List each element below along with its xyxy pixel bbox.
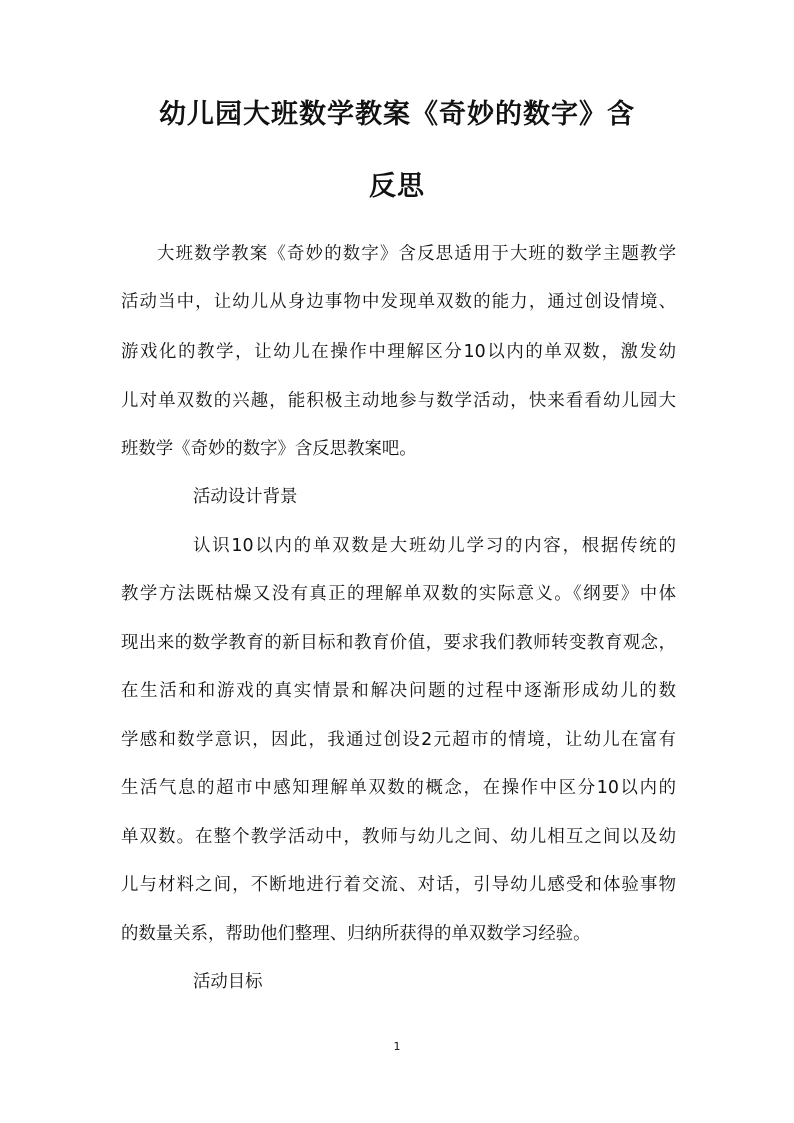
page-number: 1 [393,1040,401,1053]
background-line: 在生活和和游戏的真实情景和解决问题的过程中逐渐形成幼儿的数 [121,681,676,701]
intro-line: 游戏化的教学，让幼儿在操作中理解区分10以内的单双数，激发幼 [121,342,676,362]
background-line: 生活气息的超市中感知理解单双数的概念，在操作中区分10以内的 [121,778,676,798]
background-line: 教学方法既枯燥又没有真正的理解单双数的实际意义。《纲要》中体 [121,584,676,604]
intro-line: 大班数学教案《奇妙的数字》含反思适用于大班的数学主题教学 [157,244,676,264]
background-line: 儿与材料之间，不断地进行着交流、对话，引导幼儿感受和体验事物 [121,875,676,895]
document-title-line-2: 反思 [369,171,425,202]
background-line: 单双数。在整个教学活动中，教师与幼儿之间、幼儿相互之间以及幼 [121,827,676,847]
background-line: 认识10以内的单双数是大班幼儿学习的内容，根据传统的 [193,536,676,556]
background-line: 现出来的数学教育的新目标和教育价值，要求我们教师转变教育观念， [121,633,676,653]
intro-line: 班数学《奇妙的数字》含反思教案吧。 [121,439,417,459]
intro-line: 儿对单双数的兴趣，能积极主动地参与数学活动，快来看看幼儿园大 [121,391,676,411]
document-title-line-1: 幼儿园大班数学教案《奇妙的数字》含 [159,99,635,130]
background-line: 的数量关系，帮助他们整理、归纳所获得的单双数学习经验。 [121,924,591,944]
intro-line: 活动当中，让幼儿从身边事物中发现单双数的能力，通过创设情境、 [121,292,676,312]
background-line: 学感和数学意识，因此，我通过创设2元超市的情境，让幼儿在富有 [121,730,676,750]
section-heading-background: 活动设计背景 [193,487,298,507]
section-heading-goals: 活动目标 [193,972,263,992]
